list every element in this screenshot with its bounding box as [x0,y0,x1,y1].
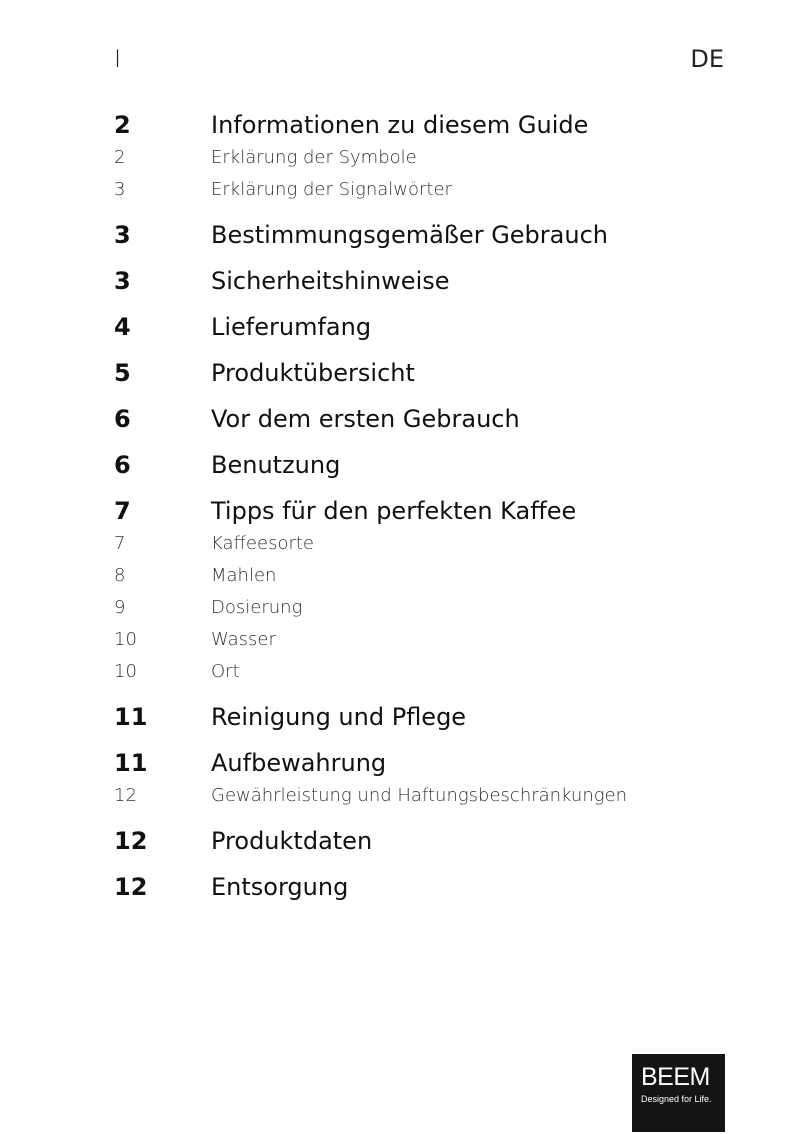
toc-entry-informationen[interactable] [114,108,734,142]
toc-entry-mahlen[interactable] [114,560,734,592]
toc-title: Kaffeesorte [211,533,314,554]
toc-entry-gebrauch[interactable] [114,218,734,252]
toc-page-number: 2 [114,111,131,139]
toc-title: Wasser [211,629,276,650]
toc-page-number: 6 [114,405,131,433]
logo-tagline: Designed for Life. [641,1094,712,1104]
toc-entry-wasser[interactable] [114,624,734,656]
toc-entry-kaffeesorte[interactable] [114,528,734,560]
toc-entry-produktdaten[interactable] [114,824,734,858]
toc-title: Lieferumfang [211,313,372,341]
toc-page-number: 7 [114,533,126,554]
toc-entry-aufbewahrung[interactable] [114,746,734,780]
toc-page-number: 12 [114,785,137,806]
toc-page-number: 12 [114,827,148,855]
toc-page-number: 3 [114,179,126,200]
toc-page-number: 4 [114,313,131,341]
toc-entry-signalwoerter[interactable] [114,174,734,206]
toc-page-number: 2 [114,147,126,168]
table-of-contents [114,108,734,904]
toc-entry-entsorgung[interactable] [114,870,734,904]
toc-title: Ort [211,661,240,682]
toc-page-number: 3 [114,267,131,295]
toc-page-number: 9 [114,597,126,618]
toc-page-number: 6 [114,451,131,479]
toc-entry-gewaehrleistung[interactable] [114,780,734,812]
toc-entry-sicherheit[interactable] [114,264,734,298]
toc-title: Benutzung [211,451,341,479]
language-code: DE [690,45,724,73]
toc-title: Bestimmungsgemäßer Gebrauch [211,221,608,249]
toc-title: Vor dem ersten Gebrauch [211,405,520,433]
toc-title: Tipps für den perfekten Kaffee [211,497,577,525]
toc-title: Reinigung und Pflege [211,703,467,731]
toc-title: Erklärung der Signalwörter [211,179,452,200]
toc-title: Erklärung der Symbole [211,147,417,168]
toc-entry-lieferumfang[interactable] [114,310,734,344]
toc-title: Mahlen [211,565,277,586]
toc-title: Produktdaten [211,827,373,855]
toc-title: Produktübersicht [211,359,415,387]
toc-page-number: 12 [114,873,148,901]
toc-page-number: 5 [114,359,131,387]
page-number: I [114,45,122,73]
toc-title: Entsorgung [211,873,349,901]
beem-logo [632,1054,725,1132]
toc-page-number: 10 [114,661,137,682]
toc-title: Dosierung [211,597,303,618]
toc-entry-dosierung[interactable] [114,592,734,624]
toc-title: Sicherheitshinweise [211,267,450,295]
toc-entry-benutzung[interactable] [114,448,734,482]
toc-entry-erster-gebrauch[interactable] [114,402,734,436]
toc-entry-tipps[interactable] [114,494,734,528]
toc-title: Gewährleistung und Haftungsbeschränkungen [211,785,628,806]
toc-page-number: 8 [114,565,126,586]
toc-entry-reinigung[interactable] [114,700,734,734]
toc-title: Aufbewahrung [211,749,387,777]
toc-page-number: 7 [114,497,131,525]
toc-page-number: 11 [114,703,148,731]
toc-page-number: 11 [114,749,148,777]
logo-brand: BEEM [641,1063,710,1091]
toc-page-number: 3 [114,221,131,249]
toc-entry-produktuebersicht[interactable] [114,356,734,390]
toc-entry-ort[interactable] [114,656,734,688]
toc-page-number: 10 [114,629,137,650]
toc-entry-symbole[interactable] [114,142,734,174]
toc-title: Informationen zu diesem Guide [211,111,589,139]
